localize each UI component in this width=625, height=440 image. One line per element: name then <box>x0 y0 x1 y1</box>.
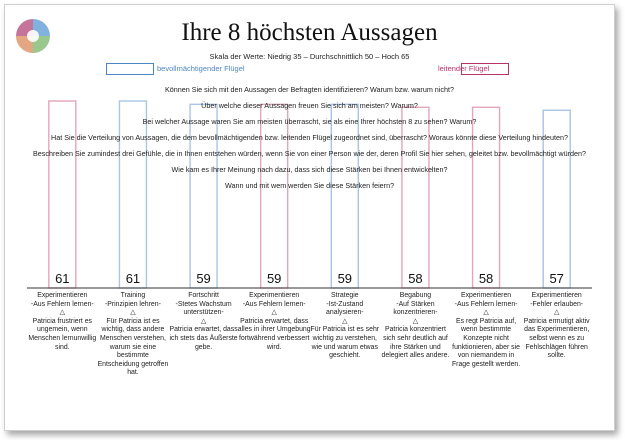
up-arrow-icon: △ <box>59 309 65 317</box>
category-description: Patricia erwartet, dass ich stets das Äußerste gebe. <box>169 326 238 351</box>
category-name: Strategie <box>331 292 359 299</box>
bar-value-label-7: 58 <box>478 271 494 286</box>
bar-value-label-4: 59 <box>266 271 282 286</box>
category-block-6 <box>378 292 452 361</box>
category-name: Training <box>120 292 146 299</box>
up-arrow-icon: △ <box>200 317 207 325</box>
category-description: Für Patricia ist es sehr wichtig zu verstehen, wie und warum etwas geschieht. <box>310 326 380 360</box>
category-block-3 <box>167 292 241 352</box>
category-subtitle: -Aus Fehlern lernen- <box>242 300 306 308</box>
bar-value-label-2: 61 <box>125 271 141 286</box>
category-name: Begabung <box>399 292 432 299</box>
up-arrow-icon: △ <box>483 309 489 317</box>
category-subtitle: -Ist-Zustand analysieren- <box>326 300 364 317</box>
bar-2 <box>119 101 146 288</box>
legend-label-empowering: bevollmächtigender Flügel <box>157 64 245 73</box>
category-block-4 <box>237 292 311 352</box>
bar-value-label-5: 59 <box>337 271 353 286</box>
scale-subtitle: Skala der Werte: Niedrig 35 – Durchschnittlich 50 – Hoch 65 <box>209 52 410 61</box>
category-block-7 <box>449 292 523 369</box>
bar-1 <box>49 101 76 288</box>
page-title: Ihre 8 höchsten Aussagen <box>181 19 438 46</box>
bar-3 <box>190 104 217 288</box>
bar-4 <box>261 104 288 288</box>
bar-value-label-3: 59 <box>196 271 211 286</box>
category-subtitle: -Auf Stärken konzentrieren- <box>393 300 438 317</box>
bar-value-label-1: 61 <box>55 271 70 286</box>
up-arrow-icon: △ <box>342 317 348 325</box>
category-description: Für Patricia ist es wichtig, dass andere Menschen verstehen, warum sie eine bestimmte Entscheidung getroffen hat. <box>97 317 169 377</box>
category-subtitle: -Aus Fehlern lernen- <box>30 300 94 308</box>
up-arrow-icon: △ <box>412 317 419 325</box>
report-page <box>4 4 615 431</box>
category-description: Es regt Patricia auf, wenn bestimmte Konzepte nicht funktionieren, aber sie von niemandem in Frage gestellt werden. <box>451 317 521 368</box>
category-name: Experimentieren <box>249 292 300 299</box>
category-description: Patricia konzentriert sich sehr deutlich auf ihre Stärken und delegiert alles andere. <box>381 326 450 360</box>
up-arrow-icon: △ <box>271 309 277 317</box>
category-description: Patricia erwartet, dass alles in ihrer Umgebung fortwährend verbessert wird. <box>237 317 311 351</box>
category-block-1 <box>25 292 99 352</box>
up-arrow-icon: △ <box>554 309 560 317</box>
category-description: Patricia ermutigt aktiv das Experimentieren, selbst wenn es zu Fehlschlägen führen sollte. <box>523 317 590 360</box>
legend-label-directive: leitender Flügel <box>438 64 490 73</box>
question-3: Bei welcher Aussage waren Sie am meisten überrascht, sie als eine Ihrer höchsten 8 zu sehen? Warum? <box>142 117 477 126</box>
bar-value-label-8: 57 <box>549 271 564 286</box>
category-name: Experimentieren <box>531 292 582 299</box>
category-subtitle: -Prinzipien lehren- <box>104 300 161 308</box>
question-2: Über welche dieser Aussagen freuen Sie sich am meisten? Warum? <box>201 101 418 110</box>
bar-value-label-6: 58 <box>408 271 423 286</box>
category-subtitle: -Fehler erlauben- <box>530 300 584 308</box>
category-subtitle: -Stetes Wachstum unterstützen- <box>175 300 232 317</box>
category-name: Fortschritt <box>188 292 219 299</box>
category-block-5 <box>308 292 382 361</box>
question-4: Hat Sie die Verteilung von Aussagen, die dem bevollmächtigenden bzw. leitenden Flügel zugeordnet sind, überrascht? Woraus könnte diese Verteilung hindeuten? <box>51 133 568 142</box>
category-name: Experimentieren <box>460 292 512 299</box>
up-arrow-icon: △ <box>130 309 136 317</box>
question-5: Beschreiben Sie zumindest drei Gefühle, die in Ihnen entstehen würden, wenn Sie von einer Person wie der, deren Profil Sie hier sehen, geleitet bzw. bevollmächtigt würden? <box>33 149 586 158</box>
question-1: Können Sie sich mit den Aussagen der Befragten identifizieren? Warum bzw. warum nicht? <box>165 85 454 94</box>
category-name: Experimentieren <box>37 292 88 299</box>
category-block-8 <box>520 292 594 361</box>
category-block-2 <box>96 292 170 378</box>
question-7: Wann und mit wem werden Sie diese Stärken feiern? <box>224 181 395 190</box>
bar-5 <box>331 104 358 288</box>
category-description: Patricia frustriert es ungemein, wenn Menschen lernunwillig sind. <box>28 317 97 351</box>
category-subtitle: -Aus Fehlern lernen- <box>454 300 518 308</box>
question-6: Wie kam es Ihrer Meinung nach dazu, dass sich diese Stärken bei Ihnen entwickelten? <box>171 165 448 174</box>
